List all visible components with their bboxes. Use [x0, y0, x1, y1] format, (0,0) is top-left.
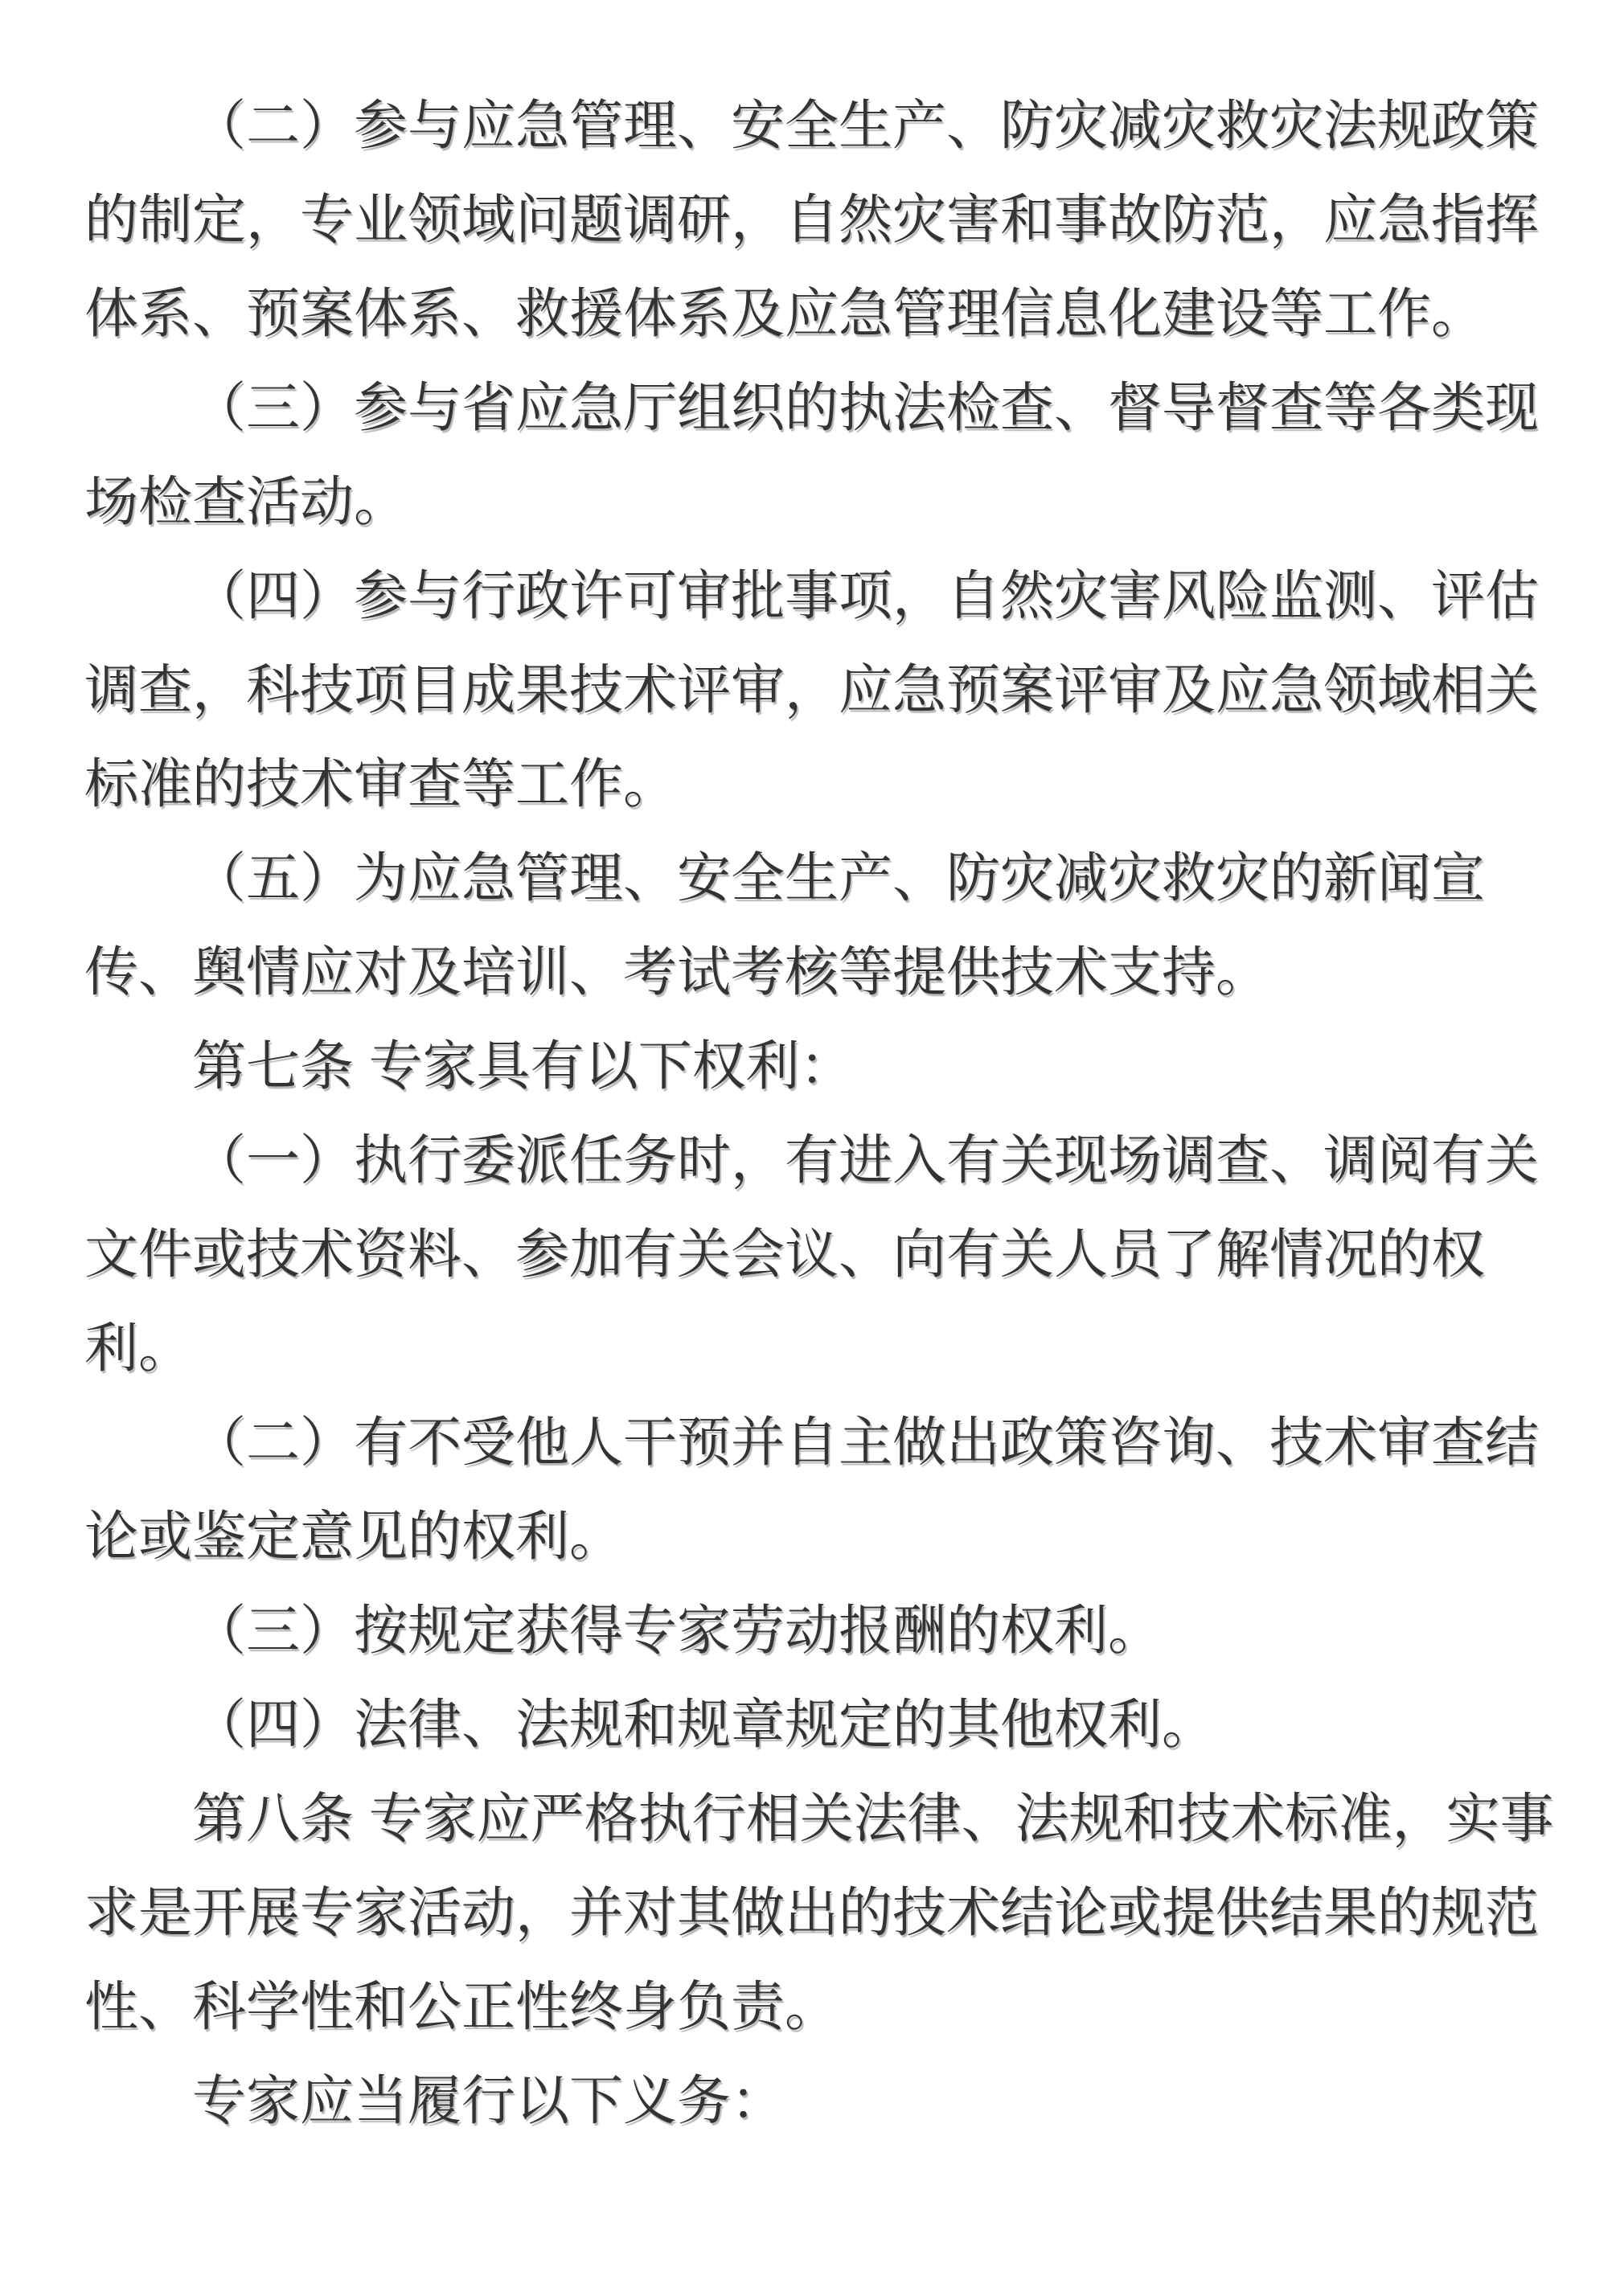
text-line: 性、科学性和公正性终身负责。: [84, 1977, 839, 2037]
text-line: 利。: [84, 1318, 192, 1379]
text-line: （一）执行委派任务时，有进入有关现场调查、调阅有关: [192, 1130, 1539, 1191]
text-line: 体系、预案体系、救援体系及应急管理信息化建设等工作。: [84, 284, 1485, 344]
text-line: 场检查活动。: [84, 472, 408, 532]
text-line: 文件或技术资料、参加有关会议、向有关人员了解情况的权: [84, 1224, 1485, 1285]
text-line: 传、舆情应对及培训、考试考核等提供技术支持。: [84, 942, 1269, 1002]
text-line: 求是开展专家活动，并对其做出的技术结论或提供结果的规范: [84, 1883, 1539, 1943]
text-line: （三）参与省应急厅组织的执法检查、督导督查等各类现: [192, 378, 1539, 438]
text-line: 第八条 专家应严格执行相关法律、法规和技术标准，实事: [192, 1789, 1554, 1849]
text-line: （四）参与行政许可审批事项，自然灾害风险监测、评估: [192, 566, 1539, 626]
text-line: （五）为应急管理、安全生产、防灾减灾救灾的新闻宣: [192, 848, 1485, 908]
text-line: （三）按规定获得专家劳动报酬的权利。: [192, 1601, 1162, 1661]
text-line: 专家应当履行以下义务：: [192, 2071, 785, 2131]
text-line: 第七条 专家具有以下权利：: [192, 1036, 854, 1097]
text-line: （二）有不受他人干预并自主做出政策咨询、技术审查结: [192, 1412, 1539, 1473]
text-line: 的制定，专业领域问题调研，自然灾害和事故防范，应急指挥: [84, 190, 1539, 250]
text-line: 论或鉴定意见的权利。: [84, 1507, 623, 1567]
text-line: 调查，科技项目成果技术评审，应急预案评审及应急领域相关: [84, 660, 1539, 720]
text-line: （二）参与应急管理、安全生产、防灾减灾救灾法规政策: [192, 96, 1539, 156]
text-line: （四）法律、法规和规章规定的其他权利。: [192, 1695, 1216, 1755]
text-line: 标准的技术审查等工作。: [84, 754, 677, 814]
